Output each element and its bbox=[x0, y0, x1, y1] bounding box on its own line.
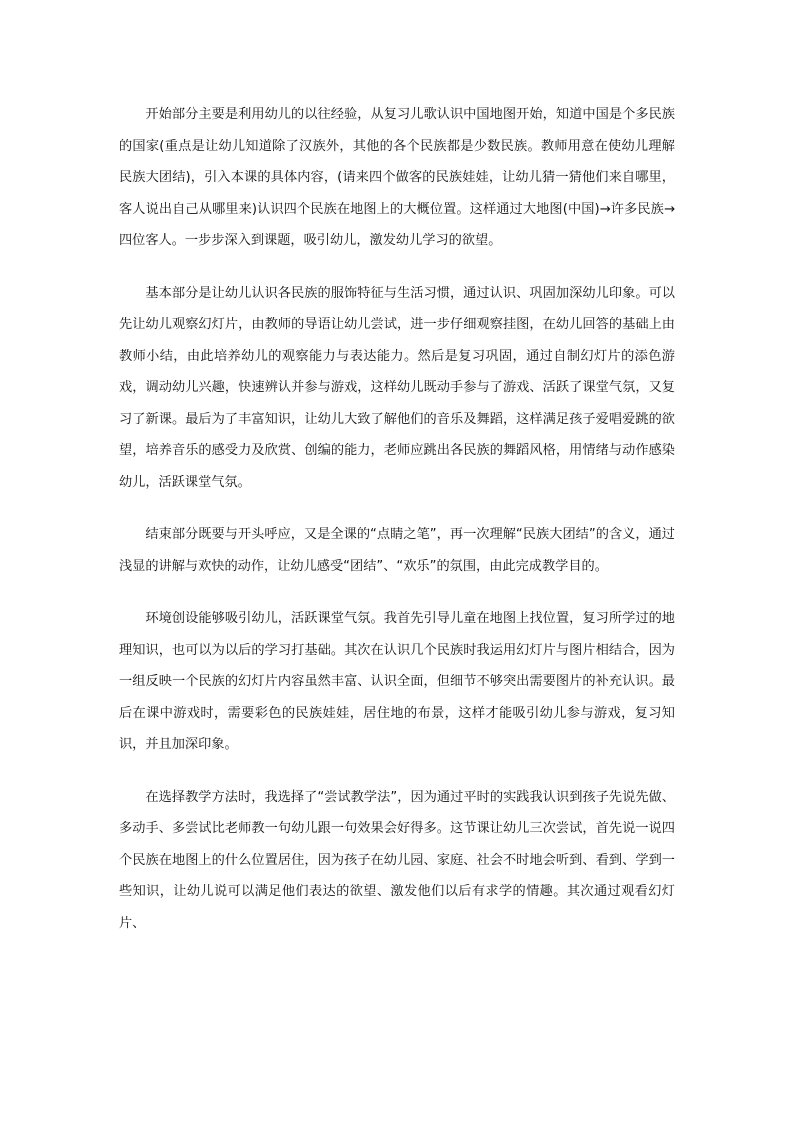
paragraph-teaching-method: 在选择教学方法时，我选择了“尝试教学法”，因为通过平时的实践我认识到孩子先说先做、多动手、多尝试比老师教一句幼儿跟一句效果会好得多。这节课让幼儿三次尝试，首先说一说四个民族在地图上的什么位置居住，因为孩子在幼儿园、家庭、社会不时地会听到、看到、学到一些知识，让幼儿说可以满足他们表达的欲望、激发他们以后有求学的情趣。其次通过观看幻灯片、 bbox=[119, 789, 675, 931]
paragraph-ending-section: 结束部分既要与开头呼应，又是全课的“点睛之笔”，再一次理解“民族大团结”的含义，通过浅显的讲解与欢快的动作，让幼儿感受“团结”、“欢乐”的氛围，由此完成教学目的。 bbox=[119, 527, 675, 574]
document-body bbox=[119, 99, 675, 960]
paragraph-environment-design: 环境创设能够吸引幼儿，活跃课堂气氛。我首先引导儿童在地图上找位置，复习所学过的地理知识，也可以为以后的学习打基础。其次在认识几个民族时我运用幻灯片与图片相结合，因为一组反映一个民族的幻灯片内容虽然丰富、认识全面，但细节不够突出需要图片的补充认识。最后在课中游戏时，需要彩色的民族娃娃，居住地的布景，这样才能吸引幼儿参与游戏，复习知识，并且加深印象。 bbox=[119, 611, 675, 752]
paragraph-opening-section: 开始部分主要是利用幼儿的以往经验，从复习儿歌认识中国地图开始，知道中国是个多民族的国家(重点是让幼儿知道除了汉族外，其他的各个民族都是少数民族。教师用意在使幼儿理解民族大团结)，引入本课的具体内容，(请来四个做客的民族娃娃，让幼儿猜一猜他们来自哪里，客人说出自己从哪里来)认识四个民族在地图上的大概位置。这样通过大地图(中国)→许多民族→四位客人。一步步深入到课题，吸引幼儿，激发幼儿学习的欲望。 bbox=[119, 107, 675, 248]
paragraph-basic-section: 基本部分是让幼儿认识各民族的服饰特征与生活习惯，通过认识、巩固加深幼儿印象。可以先让幼儿观察幻灯片，由教师的导语让幼儿尝试，进一步仔细观察挂图，在幼儿回答的基础上由教师小结，由此培养幼儿的观察能力与表达能力。然后是复习巩固，通过自制幻灯片的添色游戏，调动幼儿兴趣，快速辨认并参与游戏，这样幼儿既动手参与了游戏、活跃了课堂气氛，又复习了新课。最后为了丰富知识，让幼儿大致了解他们的音乐及舞蹈，这样满足孩子爱唱爱跳的欲望，培养音乐的感受力及欣赏、创编的能力，老师应跳出各民族的舞蹈风格，用情绪与动作感染幼儿，活跃课堂气氛。 bbox=[119, 285, 675, 490]
